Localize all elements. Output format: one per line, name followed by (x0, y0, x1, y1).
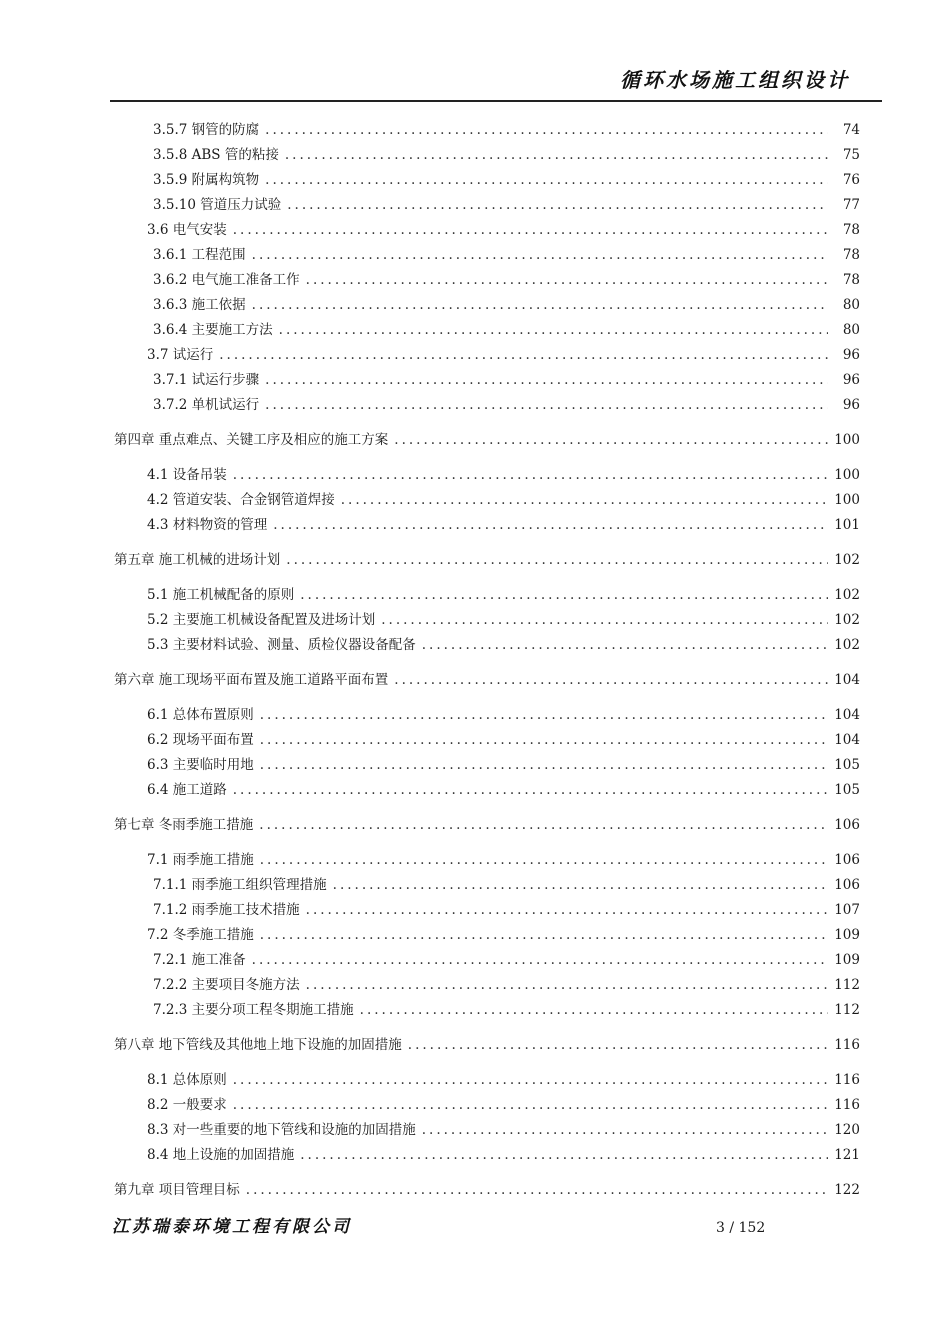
toc-entry-page: 96 (842, 397, 860, 413)
toc-entry-title: 3.6.1 工程范围 (153, 247, 246, 263)
toc-entry[interactable] (147, 467, 860, 483)
toc-leader-dots (265, 397, 828, 413)
toc-entry-title: 7.1.2 雨季施工技术措施 (153, 902, 300, 918)
toc-entry[interactable] (114, 672, 860, 688)
toc-entry-page: 100 (834, 467, 860, 483)
toc-leader-dots (233, 1097, 828, 1113)
toc-entry-page: 107 (834, 902, 860, 918)
toc-entry[interactable] (147, 1097, 860, 1113)
toc-entry[interactable] (153, 197, 860, 213)
toc-entry-page: 122 (834, 1182, 860, 1198)
toc-entry-page: 109 (834, 952, 860, 968)
toc-entry-title: 4.3 材料物资的管理 (147, 517, 268, 533)
toc-entry[interactable] (153, 122, 860, 138)
toc-entry[interactable] (114, 1037, 860, 1053)
toc-leader-dots (287, 197, 828, 213)
toc-entry[interactable] (147, 757, 860, 773)
toc-entry-title: 8.2 一般要求 (147, 1097, 227, 1113)
toc-entry-title: 第四章 重点难点、关键工序及相应的施工方案 (114, 432, 389, 448)
toc-leader-dots (422, 637, 828, 653)
toc-leader-dots (273, 517, 828, 533)
toc-entry-page: 102 (834, 552, 860, 568)
toc-leader-dots (252, 952, 828, 968)
toc-entry-title: 7.2.3 主要分项工程冬期施工措施 (153, 1002, 354, 1018)
toc-leader-dots (246, 1182, 828, 1198)
toc-entry-page: 100 (834, 432, 860, 448)
toc-entry-page: 104 (834, 707, 860, 723)
toc-entry-page: 106 (834, 877, 860, 893)
toc-entry-page: 96 (842, 372, 860, 388)
toc-leader-dots (333, 877, 828, 893)
toc-leader-dots (341, 492, 828, 508)
toc-entry[interactable] (153, 297, 860, 313)
toc-entry-page: 74 (842, 122, 860, 138)
toc-entry-page: 109 (834, 927, 860, 943)
toc-entry[interactable] (153, 977, 860, 993)
toc-entry-title: 第七章 冬雨季施工措施 (114, 817, 254, 833)
toc-entry[interactable] (153, 902, 860, 918)
toc-entry-title: 5.3 主要材料试验、测量、质检仪器设备配备 (147, 637, 416, 653)
toc-entry-title: 8.4 地上设施的加固措施 (147, 1147, 295, 1163)
toc-entry[interactable] (153, 272, 860, 288)
toc-entry[interactable] (147, 517, 860, 533)
toc-entry-page: 80 (842, 297, 860, 313)
toc-entry[interactable] (153, 372, 860, 388)
toc-entry[interactable] (147, 1147, 860, 1163)
toc-leader-dots (286, 552, 828, 568)
toc-entry[interactable] (147, 927, 860, 943)
toc-entry-title: 8.3 对一些重要的地下管线和设施的加固措施 (147, 1122, 416, 1138)
toc-entry-title: 4.2 管道安装、合金钢管道焊接 (147, 492, 335, 508)
toc-entry[interactable] (153, 247, 860, 263)
toc-leader-dots (233, 222, 828, 238)
toc-leader-dots (260, 852, 828, 868)
toc-entry-title: 3.6.4 主要施工方法 (153, 322, 273, 338)
toc-entry-title: 3.5.8 ABS 管的粘接 (153, 147, 279, 163)
toc-entry[interactable] (114, 817, 860, 833)
toc-entry-page: 101 (834, 517, 860, 533)
toc-leader-dots (300, 1147, 828, 1163)
toc-entry[interactable] (147, 587, 860, 603)
toc-entry[interactable] (147, 492, 860, 508)
toc-entry[interactable] (147, 852, 860, 868)
toc-entry-title: 7.2.1 施工准备 (153, 952, 246, 968)
toc-entry-title: 3.6.2 电气施工准备工作 (153, 272, 300, 288)
toc-entry[interactable] (153, 172, 860, 188)
toc-entry-title: 8.1 总体原则 (147, 1072, 227, 1088)
toc-leader-dots (306, 977, 828, 993)
toc-entry-title: 3.5.9 附属构筑物 (153, 172, 260, 188)
toc-entry[interactable] (147, 782, 860, 798)
toc-entry-title: 3.7.2 单机试运行 (153, 397, 260, 413)
toc-entry[interactable] (153, 877, 860, 893)
toc-leader-dots (306, 272, 828, 288)
toc-leader-dots (219, 347, 828, 363)
toc-entry-page: 116 (834, 1037, 860, 1053)
toc-entry[interactable] (147, 1122, 860, 1138)
toc-entry[interactable] (147, 347, 860, 363)
toc-leader-dots (260, 927, 828, 943)
toc-leader-dots (265, 122, 828, 138)
toc-entry[interactable] (147, 222, 860, 238)
toc-entry-page: 77 (842, 197, 860, 213)
toc-entry[interactable] (114, 432, 860, 448)
toc-leader-dots (422, 1122, 828, 1138)
toc-entry-title: 3.7 试运行 (147, 347, 214, 363)
toc-entry-title: 5.1 施工机械配备的原则 (147, 587, 295, 603)
toc-entry-title: 6.1 总体布置原则 (147, 707, 254, 723)
toc-entry-page: 112 (834, 977, 860, 993)
toc-entry[interactable] (147, 707, 860, 723)
toc-entry-title: 3.5.7 钢管的防腐 (153, 122, 260, 138)
toc-leader-dots (381, 612, 828, 628)
toc-entry[interactable] (153, 397, 860, 413)
toc-entry-title: 6.4 施工道路 (147, 782, 227, 798)
toc-entry-title: 3.5.10 管道压力试验 (153, 197, 282, 213)
toc-leader-dots (408, 1037, 828, 1053)
toc-leader-dots (233, 467, 828, 483)
toc-leader-dots (260, 732, 828, 748)
toc-entry-title: 7.2 冬季施工措施 (147, 927, 254, 943)
toc-entry-title: 3.6 电气安装 (147, 222, 227, 238)
toc-leader-dots (265, 372, 828, 388)
toc-leader-dots (360, 1002, 828, 1018)
toc-entry-title: 第六章 施工现场平面布置及施工道路平面布置 (114, 672, 389, 688)
toc-leader-dots (233, 782, 828, 798)
toc-entry-title: 第八章 地下管线及其他地上地下设施的加固措施 (114, 1037, 402, 1053)
toc-leader-dots (252, 297, 828, 313)
toc-entry-page: 96 (842, 347, 860, 363)
toc-entry-page: 78 (842, 272, 860, 288)
toc-leader-dots (394, 432, 828, 448)
toc-leader-dots (300, 587, 828, 603)
header-divider (110, 100, 882, 102)
toc-entry-title: 第九章 项目管理目标 (114, 1182, 240, 1198)
toc-leader-dots (306, 902, 828, 918)
footer-page-number: 3 / 152 (716, 1220, 766, 1236)
toc-entry-title: 6.2 现场平面布置 (147, 732, 254, 748)
toc-entry-page: 102 (834, 612, 860, 628)
header-title: 循环水场施工组织设计 (620, 68, 850, 92)
toc-entry[interactable] (147, 732, 860, 748)
toc-entry-page: 105 (834, 757, 860, 773)
toc-entry[interactable] (153, 322, 860, 338)
toc-entry-title: 4.1 设备吊装 (147, 467, 227, 483)
toc-entry-page: 112 (834, 1002, 860, 1018)
toc-entry-page: 105 (834, 782, 860, 798)
toc-entry-page: 106 (834, 817, 860, 833)
toc-entry-page: 76 (842, 172, 860, 188)
toc-entry-page: 104 (834, 732, 860, 748)
toc-leader-dots (260, 707, 828, 723)
footer-company-name: 江苏瑞泰环境工程有限公司 (112, 1217, 352, 1237)
toc-entry-page: 120 (834, 1122, 860, 1138)
toc-entry-page: 106 (834, 852, 860, 868)
toc-entry[interactable] (153, 147, 860, 163)
toc-entry-title: 3.7.1 试运行步骤 (153, 372, 260, 388)
toc-entry[interactable] (147, 1072, 860, 1088)
toc-entry-page: 78 (842, 222, 860, 238)
toc-entry[interactable] (147, 637, 860, 653)
toc-leader-dots (285, 147, 828, 163)
toc-entry-title: 7.1.1 雨季施工组织管理措施 (153, 877, 327, 893)
toc-entry-page: 116 (834, 1072, 860, 1088)
toc-entry[interactable] (114, 1182, 860, 1198)
toc-entry-title: 7.2.2 主要项目冬施方法 (153, 977, 300, 993)
toc-entry-page: 102 (834, 637, 860, 653)
toc-leader-dots (394, 672, 828, 688)
toc-entry-title: 3.6.3 施工依据 (153, 297, 246, 313)
toc-leader-dots (260, 757, 828, 773)
toc-leader-dots (233, 1072, 828, 1088)
toc-entry-page: 116 (834, 1097, 860, 1113)
toc-entry-title: 5.2 主要施工机械设备配置及进场计划 (147, 612, 376, 628)
toc-leader-dots (259, 817, 828, 833)
toc-entry-page: 102 (834, 587, 860, 603)
toc-entry-page: 104 (834, 672, 860, 688)
toc-entry[interactable] (153, 1002, 860, 1018)
toc-entry-page: 80 (842, 322, 860, 338)
toc-entry[interactable] (153, 952, 860, 968)
toc-leader-dots (252, 247, 828, 263)
toc-leader-dots (279, 322, 828, 338)
toc-leader-dots (265, 172, 828, 188)
toc-entry-page: 78 (842, 247, 860, 263)
toc-entry-page: 75 (842, 147, 860, 163)
toc-entry-page: 121 (834, 1147, 860, 1163)
toc-entry-title: 第五章 施工机械的进场计划 (114, 552, 281, 568)
toc-entry-page: 100 (834, 492, 860, 508)
toc-entry[interactable] (114, 552, 860, 568)
toc-entry-title: 7.1 雨季施工措施 (147, 852, 254, 868)
toc-entry-title: 6.3 主要临时用地 (147, 757, 254, 773)
toc-entry[interactable] (147, 612, 860, 628)
